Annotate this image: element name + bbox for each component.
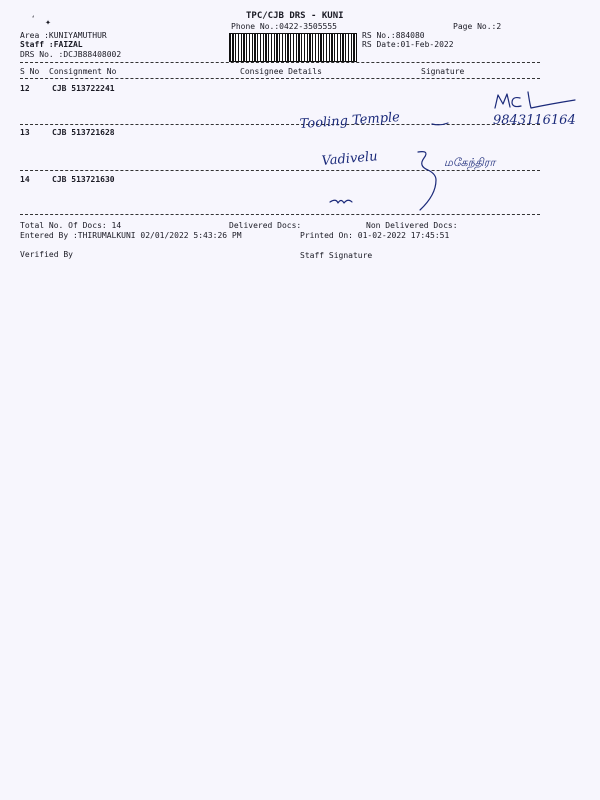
handwritten-note-1: Tooling Temple: [299, 110, 401, 132]
column-consignment: Consignment No: [49, 67, 117, 76]
area-label: Area :KUNIYAMUTHUR: [20, 31, 107, 40]
handwritten-note-2: Vadivelu: [321, 149, 379, 169]
non-delivered-docs: Non Delivered Docs:: [366, 221, 458, 230]
note-underline: [432, 123, 448, 125]
corner-mark: ʻ: [31, 15, 36, 23]
phone-number: Phone No.:0422-3505555: [231, 22, 337, 31]
page-number: Page No.:2: [453, 22, 502, 31]
row-sno: 12: [20, 84, 30, 93]
entered-by: Entered By :THIRUMALKUNI 02/01/2022 5:43:26 PM: [20, 231, 242, 240]
row-consignment: CJB 513721630: [52, 175, 115, 184]
signature-stroke: [330, 200, 352, 203]
signature-stroke: [418, 152, 436, 210]
row-sno: 13: [20, 128, 30, 137]
rs-date: RS Date:01-Feb-2022: [362, 40, 454, 49]
printed-on: Printed On: 01-02-2022 17:45:51: [300, 231, 450, 240]
column-sno: S No: [20, 67, 40, 76]
rs-number: RS No.:884080: [362, 31, 425, 40]
bird-mark: ✦: [45, 17, 52, 28]
signature-scribble: [495, 92, 575, 108]
total-docs: Total No. Of Docs: 14: [20, 221, 122, 230]
document-title: TPC/CJB DRS - KUNI: [246, 11, 344, 21]
row-sno: 14: [20, 175, 30, 184]
handwritten-phone: 9843116164: [493, 113, 576, 128]
handwritten-tamil: மகேந்திரா: [444, 156, 496, 169]
verified-by: Verified By: [20, 250, 73, 259]
staff-signature: Staff Signature: [300, 251, 373, 260]
row-consignment: CJB 513722241: [52, 84, 115, 93]
column-signature: Signature: [421, 67, 465, 76]
delivered-docs: Delivered Docs:: [229, 221, 302, 230]
staff-label: Staff :FAIZAL: [20, 40, 83, 49]
row-consignment: CJB 513721628: [52, 128, 115, 137]
drs-number: DRS No. :DCJB88408002: [20, 50, 122, 59]
column-consignee: Consignee Details: [240, 67, 322, 76]
